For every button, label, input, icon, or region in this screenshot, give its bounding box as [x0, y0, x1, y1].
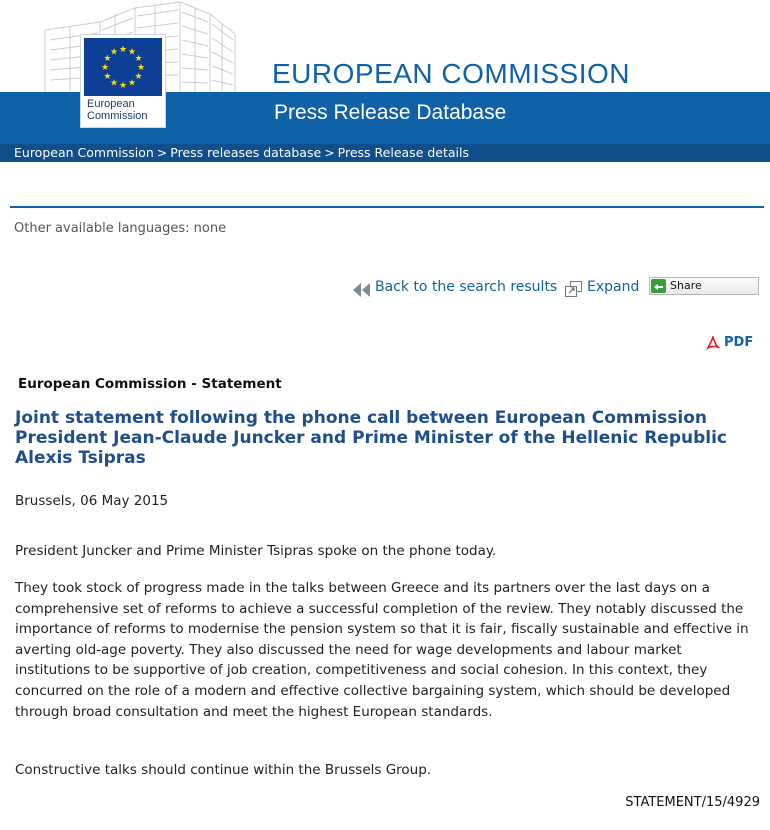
- breadcrumb-item-european-commission[interactable]: European Commission: [14, 145, 154, 160]
- back-to-search-link[interactable]: Back to the search results: [375, 279, 558, 295]
- svg-text:★: ★: [103, 72, 112, 82]
- eu-flag-icon: [84, 38, 162, 96]
- svg-text:★: ★: [118, 81, 128, 91]
- svg-text:★: ★: [134, 54, 143, 64]
- site-title[interactable]: EUROPEAN COMMISSION: [272, 58, 630, 89]
- share-button[interactable]: [649, 277, 759, 295]
- site-header: [0, 0, 770, 160]
- breadcrumb-separator: >: [156, 145, 168, 160]
- svg-text:★: ★: [109, 78, 119, 89]
- site-subtitle[interactable]: Press Release Database: [274, 101, 507, 124]
- document-title: Joint statement following the phone call between European Commission President Jean-Claude Juncker and Prime Minister of the Hellenic Republic Alexis Tsipras: [15, 408, 728, 468]
- dateline: Brussels, 06 May 2015: [15, 493, 169, 509]
- eu-stars-icon: [84, 38, 162, 96]
- statement-reference: STATEMENT/15/4929: [625, 795, 760, 810]
- expand-icon[interactable]: [565, 281, 582, 297]
- back-arrows-icon[interactable]: [352, 283, 372, 297]
- svg-text:★: ★: [136, 63, 146, 73]
- pdf-icon: [706, 336, 720, 350]
- svg-text:★: ★: [134, 72, 143, 82]
- svg-text:★: ★: [118, 45, 128, 55]
- breadcrumb: [0, 144, 770, 162]
- divider: [10, 206, 764, 208]
- breadcrumb-separator: >: [324, 145, 335, 160]
- svg-text:★: ★: [109, 47, 119, 58]
- logo-caption-line1: European: [87, 98, 135, 110]
- share-label: Share: [670, 279, 702, 292]
- body-paragraph-2: They took stock of progress made in the talks between Greece and its partners over the last days on a comprehensive set of reforms to achieve a successful completion of the review. They notably discussed the importance of reforms to modernise the pension system so that it is fair, fiscally sustainable and effective in averting old-age poverty. They also discussed the need for wage developments and labour market institutions to be supportive of job creation, competitiveness and social cohesion. In this context, they concurred on the role of a modern and effective collective bargaining system, which should be developed through broad consultation and meet the highest European standards.: [15, 580, 749, 720]
- breadcrumb-item-press-releases-database[interactable]: Press releases database: [170, 145, 322, 160]
- expand-link[interactable]: Expand: [587, 279, 640, 295]
- body-paragraph-3: Constructive talks should continue within the Brussels Group.: [15, 762, 432, 778]
- document-actions: [0, 276, 770, 300]
- pdf-label: PDF: [724, 335, 754, 350]
- body-paragraph-1: President Juncker and Prime Minister Tsipras spoke on the phone today.: [15, 543, 497, 559]
- svg-text:★: ★: [127, 78, 137, 89]
- eu-commission-logo[interactable]: [80, 34, 166, 128]
- available-languages: Other available languages: none: [14, 221, 227, 236]
- document-type: European Commission - Statement: [18, 376, 282, 392]
- breadcrumb-item-press-release-details: Press Release details: [337, 145, 470, 160]
- logo-caption-line2: Commission: [87, 110, 148, 122]
- svg-text:★: ★: [127, 47, 137, 58]
- svg-text:★: ★: [103, 54, 112, 64]
- svg-text:★: ★: [100, 63, 110, 73]
- share-icon: [651, 279, 666, 293]
